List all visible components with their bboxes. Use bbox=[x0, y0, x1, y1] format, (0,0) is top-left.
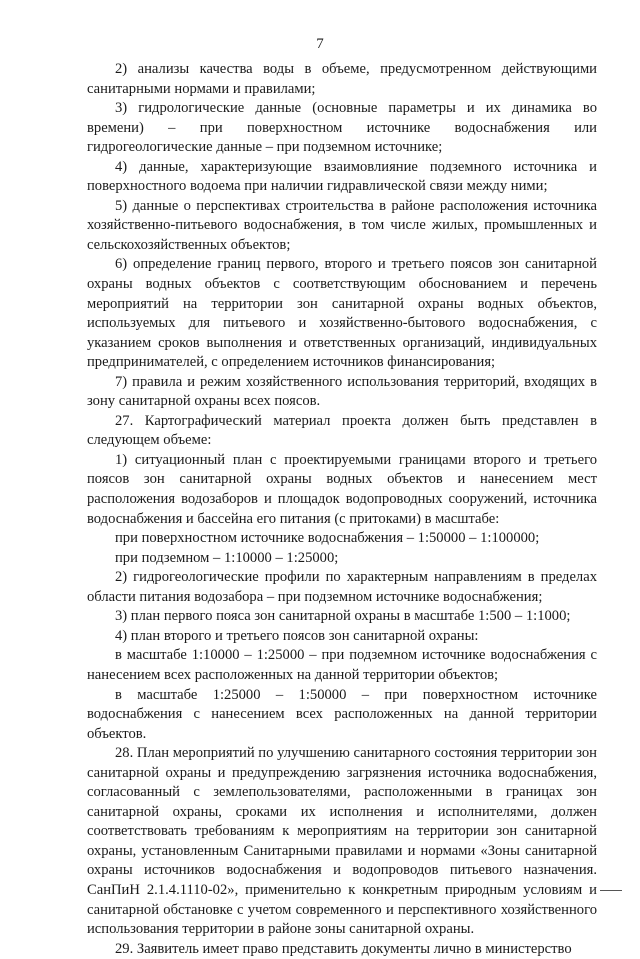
paragraph: 4) данные, характеризующие взаимовлияние подземного источника и поверхностного водоема при наличии гидравлической связи между ними; bbox=[87, 158, 597, 195]
paragraph: 3) план первого пояса зон санитарной охраны в масштабе 1:500 – 1:1000; bbox=[115, 608, 571, 625]
paragraph: 3) гидрологические данные (основные параметры и их динамика во времени) – при поверхностном источнике водоснабжения или гидрогеологические данные – при подземном источнике; bbox=[87, 100, 597, 156]
page-corner-mark bbox=[600, 890, 622, 891]
paragraph: 4) план второго и третьего поясов зон санитарной охраны: bbox=[115, 627, 479, 644]
paragraph: 5) данные о перспективах строительства в районе расположения источника хозяйственно-питьевого водоснабжения, в том числе жилых, промышленных и сельскохозяйственных объектов; bbox=[87, 197, 597, 253]
document-body bbox=[87, 60, 597, 959]
page-number: 7 bbox=[316, 36, 324, 52]
paragraph: в масштабе 1:10000 – 1:25000 – при подземном источнике водоснабжения с нанесением всех расположенных на данной территории объектов; bbox=[87, 647, 597, 683]
paragraph: 1) ситуационный план с проектируемыми границами второго и третьего поясов зон санитарной охраны водных объектов и нанесением мест расположения водозаборов и площадок водопроводных сооружений, источника водоснабжения и бассейна его питания (с притоками) в масштабе: bbox=[87, 451, 597, 527]
paragraph: в масштабе 1:25000 – 1:50000 – при поверхностном источнике водоснабжения с нанесением всех расположенных на данной территории объектов. bbox=[87, 686, 597, 742]
paragraph: 7) правила и режим хозяйственного использования территорий, входящих в зону санитарной охраны всех поясов. bbox=[87, 373, 597, 410]
paragraph: при подземном – 1:10000 – 1:25000; bbox=[115, 549, 339, 566]
paragraph: 28. План мероприятий по улучшению санитарного состояния территории зон санитарной охраны и предупреждению загрязнения источника водоснабжения, согласованный с землепользователями, расположенными в границах зон санитарной охраны, сроками их исполнения и исполнителями, должен соответствовать требованиям к мероприятиям на территории зон санитарной охраны, установленным Санитарными правилами и нормами «Зоны санитарной охраны источников водоснабжения и водопроводов питьевого назначения. СанПиН 2.1.4.1110-02», применительно к конкретным природным условиям и санитарной обстановке с учетом современного и перспективного хозяйственного использования территории в районе зоны санитарной охраны. bbox=[87, 745, 597, 938]
paragraph: 29. Заявитель имеет право представить документы лично в министерство bbox=[115, 940, 572, 957]
paragraph: 6) определение границ первого, второго и третьего поясов зон санитарной охраны водных объектов с соответствующим обоснованием и перечень мероприятий на территории зон санитарной охраны водных объектов, используемых для питьевого и хозяйственно-бытового водоснабжения, с указанием сроков выполнения и ответственных организаций, индивидуальных предпринимателей, с определением источников финансирования; bbox=[87, 256, 597, 371]
paragraph: 2) гидрогеологические профили по характерным направлениям в пределах области питания водозабора – при подземном источнике водоснабжения; bbox=[87, 569, 597, 605]
paragraph: 27. Картографический материал проекта должен быть представлен в следующем объеме: bbox=[87, 412, 597, 449]
paragraph: при поверхностном источнике водоснабжения – 1:50000 – 1:100000; bbox=[115, 530, 540, 547]
paragraph: 2) анализы качества воды в объеме, предусмотренном действующими санитарными нормами и правилами; bbox=[87, 61, 597, 97]
